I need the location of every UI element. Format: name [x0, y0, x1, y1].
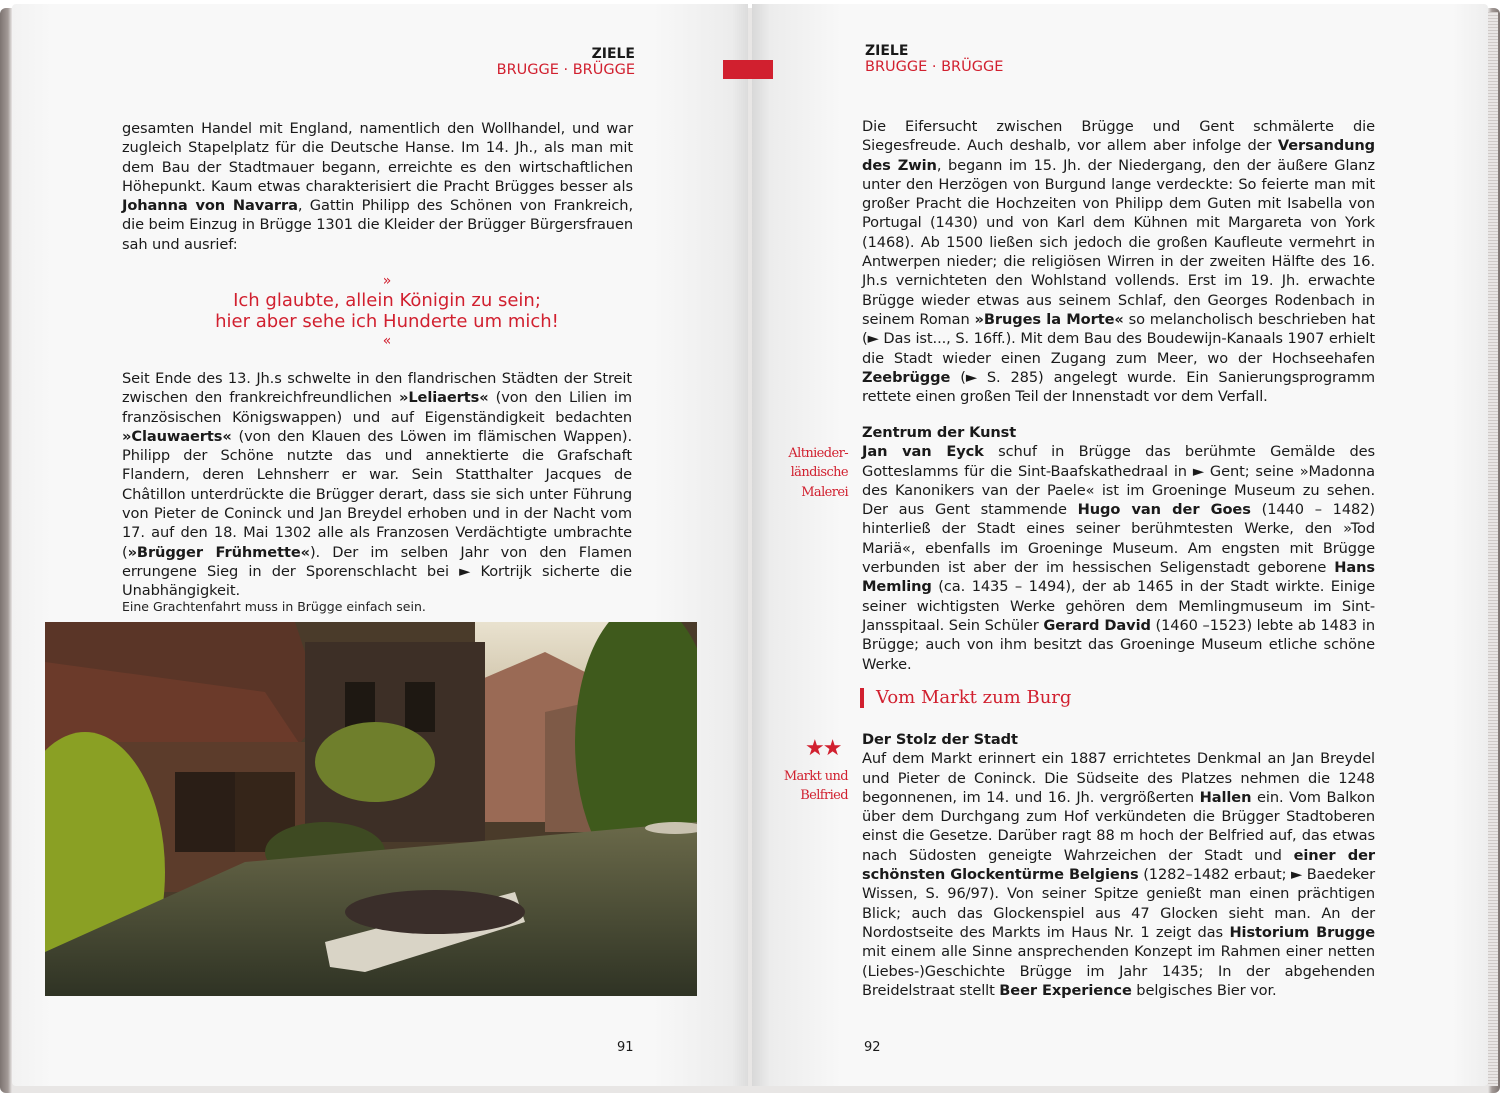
bold-term: »Leliaerts« — [399, 389, 489, 407]
text-run: (► S. 285) angelegt wurde. Ein Sanierungsprogramm rettete einen großen Teil der Innenstadt vor dem Verfall. — [862, 368, 1375, 406]
text-run: gesamten Handel mit England, namentlich den Wollhandel, und war zugleich Stapelplatz für die Deutsche Hanse. Im 14. Jh., als man mit dem Bau der Stadtmauer begann, erreichte es den wirtschaftlichen Höhepunkt. Kaum etwas charakterisiert die Pracht Brügges besser als — [122, 120, 633, 195]
subheading-zentrum-der-kunst: Zentrum der Kunst — [862, 424, 1017, 441]
running-head-section: ZIELE — [865, 43, 909, 59]
text-run: , Gattin Philipp des Schönen von Frankreich, die beim Einzug in Brügge 1301 die Kleider der Brügger Bürgersfrauen sah und ausrief: — [122, 197, 633, 253]
text-run: Seit Ende des 13. Jh.s schwelte in den flandrischen Städten der Streit zwischen den frankreichfreundlichen — [122, 370, 632, 407]
text-run: Auf dem Markt erinnert ein 1887 errichtetes Denkmal an Jan Breydel und Pieter de Coninck. Die Südseite des Platzes nehmen die 1248 begonnenen, im 14. und 16. Jh. vergrößerten — [862, 750, 1375, 806]
bookmark-ribbon — [723, 60, 773, 79]
section-title: Vom Markt zum Burg — [860, 688, 1071, 708]
text-run: (1282–1482 erbaut; ► Baedeker Wissen, S. 96/97). Von seiner Spitze genießt man einen prächtigen Blick; auch das Glockenspiel aus 47 Glocken sieht man. An der Nordostseite des Markts im Haus Nr. 1 zeigt das — [862, 866, 1375, 941]
markt-paragraph — [862, 750, 1375, 999]
bold-term: Zeebrügge — [862, 368, 951, 386]
quote-open-mark: » — [382, 273, 392, 289]
text-run: , begann im 15. Jh. der Niedergang, den der äußere Glanz unter den Herzögen von Burgund lange verdeckte: So feierte man mit großer Pracht die Hochzeiten von Philipp dem Guten mit Isabella von Portugal (1430) und von Karl dem Kühnen mit Margareta von York (1468). Ab 1500 ließen sich jedoch die großen Kaufleute vermehrt in Antwerpen nieder; die religiösen Wirren in der zweiten Hälfte des 16. Jh.s vernichteten den Wohlstand vollends. Erst im 19. Jh. erwachte Brügge wieder etwas aus seinem Schlaf, den Georges Rodenbach in seinem Roman — [862, 156, 1375, 328]
running-head-section: ZIELE — [591, 46, 635, 62]
quote-line-1: Ich glaubte, allein Königin zu sein; — [233, 290, 541, 311]
bold-term: Hallen — [1199, 788, 1252, 806]
running-head-left — [470, 46, 635, 78]
canal-photo-illustration — [45, 622, 697, 996]
margin-note-art: Altnieder-ländische Malerei — [788, 446, 848, 500]
text-run: (1460 –1523) lebte ab 1483 in Brügge; auch von ihm besitzt das Groeninge Museum etliche schöne Werke. — [862, 616, 1375, 673]
text-run: ). Der im selben Jahr von den Flamen errungene Sieg in der Sporenschlacht bei ► Kortrijk sicherte die Unabhängigkeit. — [122, 543, 632, 600]
bold-term: Gerard David — [1043, 616, 1151, 634]
bold-term: Johanna von Navarra — [122, 197, 298, 215]
bold-term: Versandung des Zwin — [862, 137, 1375, 174]
quote-close-mark: « — [382, 333, 392, 349]
text-run: mit einem alle Sinne ansprechenden Konzept im Rahmen einer netten (Liebes-)Geschichte Brügge im Jahr 1435; In der abgehenden Breidelstraat stellt — [862, 943, 1375, 999]
running-head-subtitle: BRUGGE · BRÜGGE — [865, 59, 1004, 75]
running-head-subtitle: BRUGGE · BRÜGGE — [496, 62, 635, 78]
bold-term: Historium Brugge — [1229, 923, 1375, 941]
subheading-der-stolz-der-stadt: Der Stolz der Stadt — [862, 731, 1018, 748]
pull-quote — [122, 272, 652, 350]
text-run: schuf in Brügge das berühmte Gemälde des Gotteslamms für die Sint-Baafskathedraal in ► Gent; seine »Madonna des Kanonikers van der Paele« ist im Groeninge Museum zu sehen. Der aus Gent stammende — [862, 443, 1376, 519]
art-paragraph — [862, 443, 1375, 672]
left-paragraph-1 — [122, 119, 633, 254]
markt-section — [862, 730, 1375, 1000]
right-paragraph-1 — [862, 117, 1375, 406]
art-section — [862, 423, 1375, 674]
running-head-right — [865, 43, 1065, 75]
bold-term: »Brügger Frühmette« — [127, 543, 310, 561]
bold-term: Hugo van der Goes — [1077, 501, 1251, 519]
left-paragraph-2 — [122, 369, 632, 601]
bold-term: »Bruges la Morte« — [974, 310, 1124, 328]
two-star-rating-icon: ★★ — [805, 736, 841, 761]
text-run: Die Eifersucht zwischen Brügge und Gent schmälerte die Siegesfreude. Auch deshalb, vor allem aber infolge der — [862, 118, 1375, 155]
text-run: (ca. 1435 – 1494), der ab 1465 in der Stadt wirkte. Einige seiner wichtigsten Werke gehören dem Memlingmuseum im Sint-Jansspitaal. Sein Schüler — [862, 578, 1375, 634]
quote-line-2: hier aber sehe ich Hunderte um mich! — [215, 311, 559, 332]
text-run: so melancholisch beschrieben hat (► Das ist..., S. 16ff.). Mit dem Bau des Boudewijn-Kanaals 1907 erhielt die Stadt wieder einen Zugang zum Meer, wo der Hochseehafen — [862, 310, 1375, 367]
photo-caption: Eine Grachtenfahrt muss in Brügge einfach sein. — [122, 599, 426, 614]
text-run: ein. Vom Balkon über dem Durchgang zum Hof verkündeten die Brügger Stadtoberen einst die Gesetze. Darüber ragt 88 m hoch der Belfried auf, das etwas nach Südosten geneigte Wahrzeichen der Stadt und — [862, 788, 1375, 864]
page-number-right: 92 — [864, 1040, 881, 1055]
bold-term: Jan van Eyck — [862, 443, 984, 461]
text-run: (von den Lilien im französischen Königswappen) und auf Eigenständigkeit bedachten — [122, 389, 633, 426]
margin-note-markt: Markt und Belfried — [783, 769, 848, 804]
bold-term: »Clauwaerts« — [122, 427, 232, 445]
canal-boat-photo — [45, 622, 697, 996]
bold-term: einer der schönsten Glockentürme Belgiens — [862, 846, 1376, 884]
page-number-left: 91 — [617, 1040, 634, 1055]
text-run: belgisches Bier vor. — [1131, 981, 1277, 999]
bold-term: Beer Experience — [999, 981, 1132, 999]
text-run: (von den Klauen des Löwen im flämischen Wappen). Philipp der Schöne nutzte das und annektierte die Grafschaft Flandern, deren Lehnsherr er war. Sein Statthalter Jacques de Châtillon unterdrückte die Brügger derart, dass sie sich unter Führung von Pieter de Coninck und Jan Breydel erhoben und in der Nacht vom 17. auf den 18. Mai 1302 alle als Franzosen Verdächtigte umbrachte ( — [122, 427, 632, 561]
text-run: (1440 – 1482) hinterließ der Stadt eines seiner berühmtesten Werke, den »Tod Mariä«, ebenfalls im Groeninge Museum. Am engsten mit Brügge verbunden ist aber der im hessischen Seligenstadt geborene — [862, 501, 1376, 577]
page-stack-edge — [1488, 12, 1498, 1086]
bold-term: Hans Memling — [862, 559, 1375, 596]
